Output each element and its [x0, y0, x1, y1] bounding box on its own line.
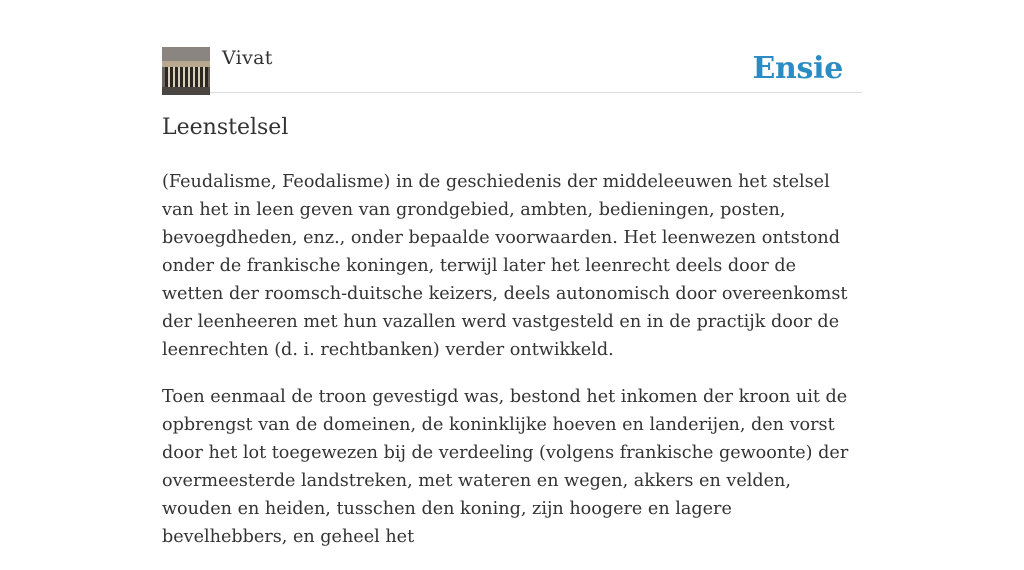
author-avatar[interactable] [162, 47, 210, 95]
ensie-logo-link[interactable]: Ensie [752, 51, 843, 86]
avatar-photo-icon [162, 47, 210, 95]
article-title: Leenstelsel [162, 115, 289, 140]
article-paragraph: Toen eenmaal de troon gevestigd was, bestond het inkomen der kroon uit de opbrengst van de domeinen, de koninklijke hoeven en landerijen, den vorst door het lot toegewezen bij de verdeeling (volgens frankische gewoonte) der overmeesterde landstreken, met wateren en wegen, akkers en velden, wouden en heiden, tusschen den koning, zijn hoogere en lagere bevelhebbers, en geheel het [162, 387, 849, 547]
header [162, 47, 862, 93]
article-paragraph: (Feudalisme, Feodalisme) in de geschiedenis der middeleeuwen het stelsel van het in leen geven van grondgebied, ambten, bedieningen, posten, bevoegdheden, enz., onder bepaalde voorwaarden. Het leenwezen ontstond onder de frankische koningen, terwijl later het leenrecht deels door de wetten der roomsch-duitsche keizers, deels autonomisch door overeenkomst der leenheeren met hun vazallen werd vastgesteld en in de practijk door de leenrechten (d. i. rechtbanken) verder ontwikkeld. [162, 172, 848, 360]
author-name[interactable]: Vivat [222, 47, 273, 69]
article-body [162, 168, 862, 570]
